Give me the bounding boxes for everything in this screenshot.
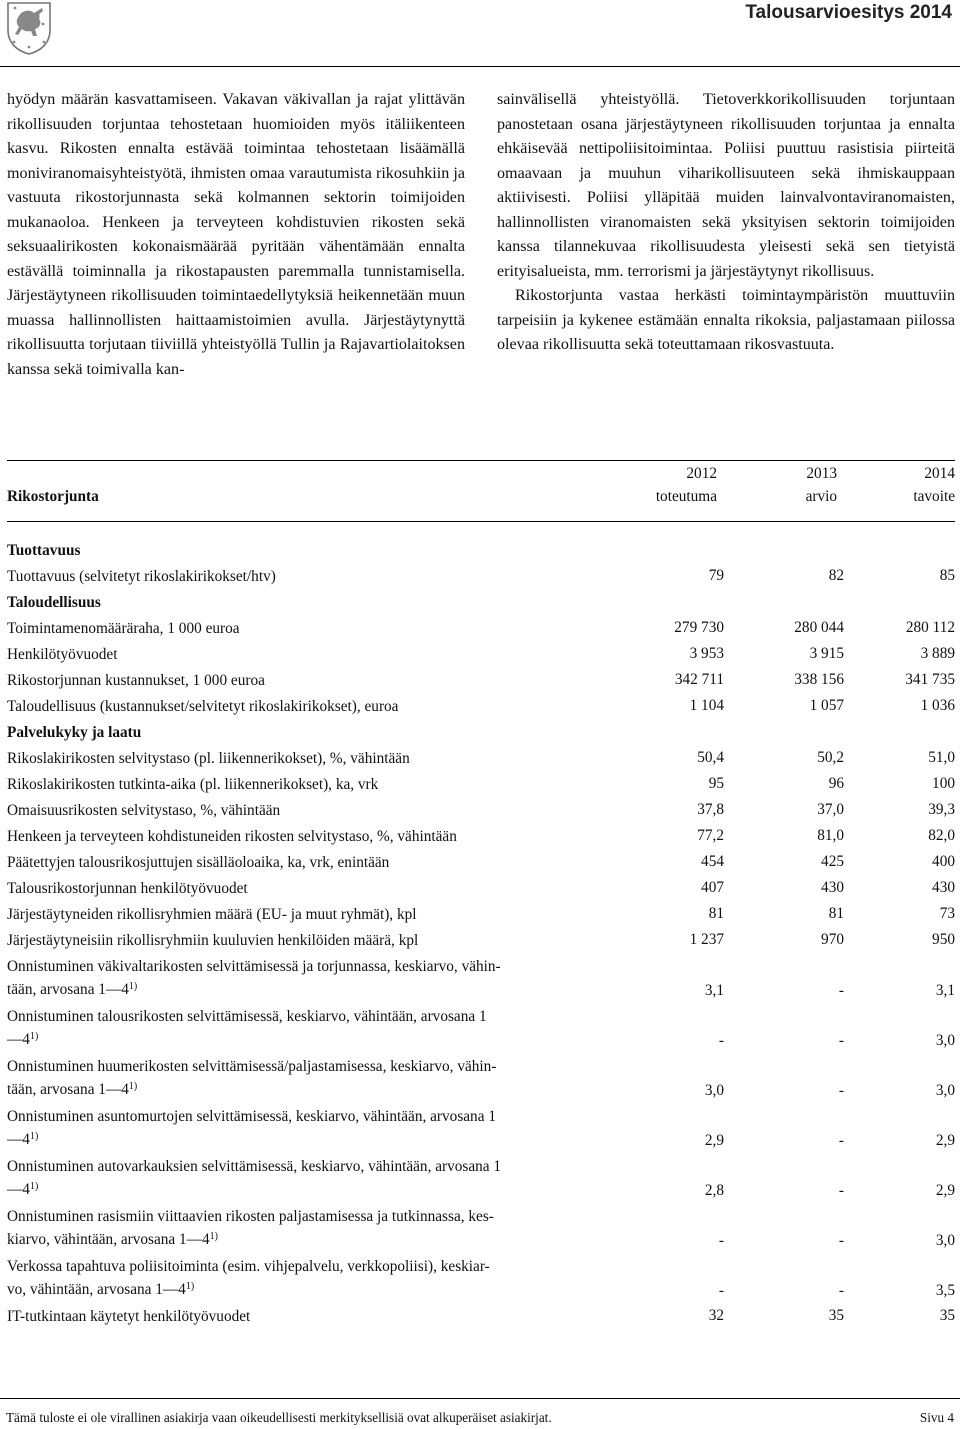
- year-label-2012: toteutuma: [655, 488, 717, 505]
- value-2014: 3,1: [935, 982, 955, 999]
- footnote-marker: 1): [209, 1231, 218, 1242]
- section-label: Taloudellisuus: [7, 594, 101, 611]
- value-2012: 2,8: [704, 1182, 724, 1199]
- footnote-marker: 1): [29, 1181, 39, 1192]
- value-2012: 32: [708, 1307, 724, 1324]
- value-2012: -: [718, 1282, 724, 1299]
- value-2013: 82: [828, 567, 844, 584]
- section-label: Tuottavuus: [7, 542, 81, 559]
- row-label: Onnistuminen talousrikosten selvittämisessä, keskiarvo, vähintään, arvosana 1 —4$^{1)}$: [7, 1008, 487, 1048]
- footer-divider: [0, 1398, 960, 1399]
- row-label: Rikostorjunnan kustannukset, 1 000 euroa: [7, 672, 265, 689]
- value-2014: 280 112: [905, 619, 955, 636]
- value-2013: 37,0: [817, 801, 844, 818]
- table-row: [7, 955, 955, 999]
- body-paragraph: Rikostorjunta vastaa herkästi toimintaympäristön muuttuviin tarpeisiin ja kykenee estämään ennalta rikoksia, paljastamaan piilossa olevaa rikollisuutta sekä toteuttamaan rikosvastuuta.: [497, 287, 955, 353]
- value-2014: 82,0: [928, 827, 955, 844]
- value-2013: 280 044: [794, 619, 844, 636]
- table-row: [7, 643, 955, 668]
- table-row: [7, 617, 955, 642]
- value-2013: -: [838, 982, 844, 999]
- value-2013: 425: [821, 853, 844, 870]
- row-label: Onnistuminen väkivaltarikosten selvittämisessä ja torjunnassa, keskiarvo, vähin- tään, arvosana 1—4$^{1)}$: [7, 958, 501, 998]
- row-label: Henkeen ja terveyteen kohdistuneiden rikosten selvitystaso, %, vähintään: [7, 828, 457, 845]
- value-2012: 279 730: [674, 619, 724, 636]
- value-2013: 81,0: [817, 827, 844, 844]
- body-paragraph: hyödyn määrän kasvattamiseen. Vakavan väkivallan ja rajat ylittävän rikollisuuden torjuntaa tehostetaan huomioiden myös itäliikenteen kasvu. Rikosten ennalta estävää toimintaa tehostetaan lisäämällä moniviranomaisyhteistyötä, ihmisten omaa varautumista rikosuhkiin ja vastuuta rikostorjunnasta sekä kolmannen sektorin toimijoiden mukanaoloa. Henkeen ja terveyteen kohdistuvien rikosten sekä seksuaalirikosten kokonaismäärää pyritään vähentämään ennalta estävällä toiminnalla ja rikostapausten paremmalla tunnistamisella. Järjestäytyneen rikollisuuden toimintaedellytyksiä heikennetään muun muassa hallinnollisten haittaamistoimien avulla. Järjestäytynyttä rikollisuutta torjutaan tiiviillä yhteistyöllä Tullin ja Rajavartiolaitoksen kanssa sekä toimivalla kan-: [7, 91, 465, 378]
- table-title: Rikostorjunta: [7, 488, 99, 505]
- table-section-heading: [7, 591, 955, 616]
- value-2014: 3,5: [935, 1282, 955, 1299]
- value-2014: 2,9: [935, 1182, 955, 1199]
- value-2012: 77,2: [697, 827, 724, 844]
- value-2013: -: [838, 1032, 844, 1049]
- value-2013: 96: [828, 775, 844, 792]
- row-label: Rikoslakirikosten tutkinta-aika (pl. liikennerikokset), ka, vrk: [7, 776, 379, 793]
- value-2012: 37,8: [697, 801, 724, 818]
- value-2013: 50,2: [817, 749, 844, 766]
- value-2012: 95: [708, 775, 724, 792]
- table-row: [7, 825, 955, 850]
- table-row: [7, 903, 955, 928]
- value-2012: 3,0: [704, 1082, 724, 1099]
- value-2013: -: [838, 1082, 844, 1099]
- table-row: [7, 851, 955, 876]
- value-2013: 338 156: [794, 671, 844, 688]
- page-number: Sivu 4: [919, 1410, 954, 1425]
- table-row: [7, 565, 955, 590]
- table-row: [7, 799, 955, 824]
- footer-note: Tämä tuloste ei ole virallinen asiakirja vaan oikeudellisesti merkityksellisiä ovat alkuperäiset asiakirjat.: [6, 1410, 552, 1425]
- row-label: Onnistuminen huumerikosten selvittämisessä/paljastamisessa, keskiarvo, vähin- tään, arvosana 1—4$^{1)}$: [7, 1058, 497, 1098]
- value-2013: -: [838, 1232, 844, 1249]
- row-label: Omaisuusrikosten selvitystaso, %, vähintään: [7, 802, 281, 819]
- value-2012: 81: [708, 905, 724, 922]
- value-2012: 342 711: [674, 671, 724, 688]
- row-label: Järjestäytyneiden rikollisryhmien määrä (EU- ja muut ryhmät), kpl: [7, 906, 417, 923]
- value-2014: 3,0: [935, 1232, 955, 1249]
- value-2012: 3 953: [689, 645, 724, 662]
- row-label: Rikoslakirikosten selvitystaso (pl. liikennerikokset), %, vähintään: [7, 750, 410, 767]
- value-2014: 400: [932, 853, 955, 870]
- footnote-marker: 1): [29, 1031, 39, 1042]
- value-2014: 3 889: [920, 645, 955, 662]
- body-text-column-left: [7, 88, 465, 382]
- table-top-rule: [7, 460, 955, 461]
- value-2014: 51,0: [928, 749, 955, 766]
- row-label: IT-tutkintaan käytetyt henkilötyövuodet: [7, 1308, 251, 1325]
- value-2014: 39,3: [928, 801, 955, 818]
- table-row: [7, 1255, 955, 1299]
- value-2012: -: [718, 1032, 724, 1049]
- value-2014: 950: [932, 931, 955, 948]
- header-divider: [0, 66, 960, 67]
- table-row: [7, 747, 955, 772]
- table-row: [7, 929, 955, 954]
- table-row: [7, 1055, 955, 1099]
- table-row: [7, 1155, 955, 1199]
- table-section-heading: [7, 721, 955, 746]
- value-2014: 430: [932, 879, 955, 896]
- value-2014: 3,0: [935, 1032, 955, 1049]
- value-2013: 81: [828, 905, 844, 922]
- value-2012: 1 237: [689, 931, 724, 948]
- value-2013: 1 057: [809, 697, 844, 714]
- row-label: Tuottavuus (selvitetyt rikoslakirikokset/htv): [7, 568, 276, 585]
- table-row: [7, 695, 955, 720]
- value-2014: 35: [939, 1307, 955, 1324]
- table-row: [7, 1105, 955, 1149]
- table-row: [7, 1005, 955, 1049]
- year-2012: 2012: [686, 465, 717, 482]
- value-2014: 1 036: [920, 697, 955, 714]
- value-2012: 454: [701, 853, 724, 870]
- footnote-marker: 1): [29, 1131, 39, 1142]
- value-2012: 3,1: [704, 982, 724, 999]
- section-label: Palvelukyky ja laatu: [7, 724, 142, 741]
- row-label: Talousrikostorjunnan henkilötyövuodet: [7, 880, 248, 897]
- value-2014: 3,0: [935, 1082, 955, 1099]
- year-label-2013: arvio: [805, 488, 837, 505]
- year-2014: 2014: [924, 465, 955, 482]
- value-2013: 35: [828, 1307, 844, 1324]
- row-label: Onnistuminen asuntomurtojen selvittämisessä, keskiarvo, vähintään, arvosana 1 —4$^{1)}$: [7, 1108, 496, 1148]
- table-row: [7, 877, 955, 902]
- row-label: Henkilötyövuodet: [7, 646, 118, 663]
- value-2012: 79: [708, 567, 724, 584]
- finnish-coat-of-arms-icon: [4, 0, 54, 56]
- body-paragraph: sainvälisellä yhteistyöllä. Tietoverkkorikollisuuden torjuntaan panostetaan osana järjestäytyneen rikollisuuden torjuntaa ja ennalta ehkäisevää nettipoliisitoimintaa. Poliisi puuttuu rasistisia piirteitä omaavaan ja muuhun viharikollisuuteen sekä ihmiskauppaan aktiivisesti. Poliisi ylläpitää muiden lainvalvontaviranomaisten, hallinnollisten viranomaisten sekä yksityisen sektorin toimijoiden kanssa tilannekuvaa rikollisuudesta yleisesti sekä sen tietyistä erityisalueista, mm. terrorismi ja järjestäytynyt rikollisuus.: [497, 91, 955, 280]
- footnote-marker: 1): [185, 1281, 195, 1292]
- row-label: Onnistuminen autovarkauksien selvittämisessä, keskiarvo, vähintään, arvosana 1 —4$^{1)}$: [7, 1158, 502, 1198]
- row-label: Toimintamenomääräraha, 1 000 euroa: [7, 620, 240, 637]
- row-label: Onnistuminen rasismiin viittaavien rikosten paljastamisessa ja tutkinnassa, kes- kiarvo, vähintään, arvosana 1—4$^{1)}$: [7, 1208, 494, 1248]
- body-text-column-right: [497, 88, 955, 358]
- table-row: [7, 669, 955, 694]
- row-label: Taloudellisuus (kustannukset/selvitetyt rikoslakirikokset), euroa: [7, 698, 399, 715]
- value-2012: 1 104: [689, 697, 724, 714]
- row-label: Päätettyjen talousrikosjuttujen sisälläoloaika, ka, vrk, enintään: [7, 854, 390, 871]
- value-2013: 430: [821, 879, 844, 896]
- year-label-2014: tavoite: [913, 488, 955, 505]
- year-2013: 2013: [806, 465, 837, 482]
- table-row: [7, 773, 955, 798]
- document-title: Talousarvioesitys 2014: [745, 2, 952, 23]
- footnote-marker: 1): [128, 981, 138, 992]
- table-row: [7, 1205, 955, 1249]
- value-2014: 100: [932, 775, 955, 792]
- value-2012: 407: [701, 879, 724, 896]
- footnote-marker: 1): [128, 1081, 138, 1092]
- row-label: Järjestäytyneisiin rikollisryhmiin kuuluvien henkilöiden määrä, kpl: [7, 932, 419, 949]
- value-2013: -: [838, 1282, 844, 1299]
- value-2012: -: [718, 1232, 724, 1249]
- value-2014: 341 735: [905, 671, 955, 688]
- value-2014: 2,9: [935, 1132, 955, 1149]
- value-2012: 50,4: [697, 749, 724, 766]
- value-2014: 73: [939, 905, 955, 922]
- value-2013: 3 915: [809, 645, 844, 662]
- value-2013: -: [838, 1132, 844, 1149]
- value-2012: 2,9: [704, 1132, 724, 1149]
- table-header-rule: [7, 521, 955, 522]
- row-label: Verkossa tapahtuva poliisitoiminta (esim. vihjepalvelu, verkkopoliisi), keskiar- vo, vähintään, arvosana 1—4$^{1)}$: [7, 1258, 490, 1298]
- value-2013: 970: [821, 931, 844, 948]
- value-2014: 85: [939, 567, 955, 584]
- table-row: [7, 1305, 955, 1330]
- table-section-heading: [7, 539, 955, 564]
- value-2013: -: [838, 1182, 844, 1199]
